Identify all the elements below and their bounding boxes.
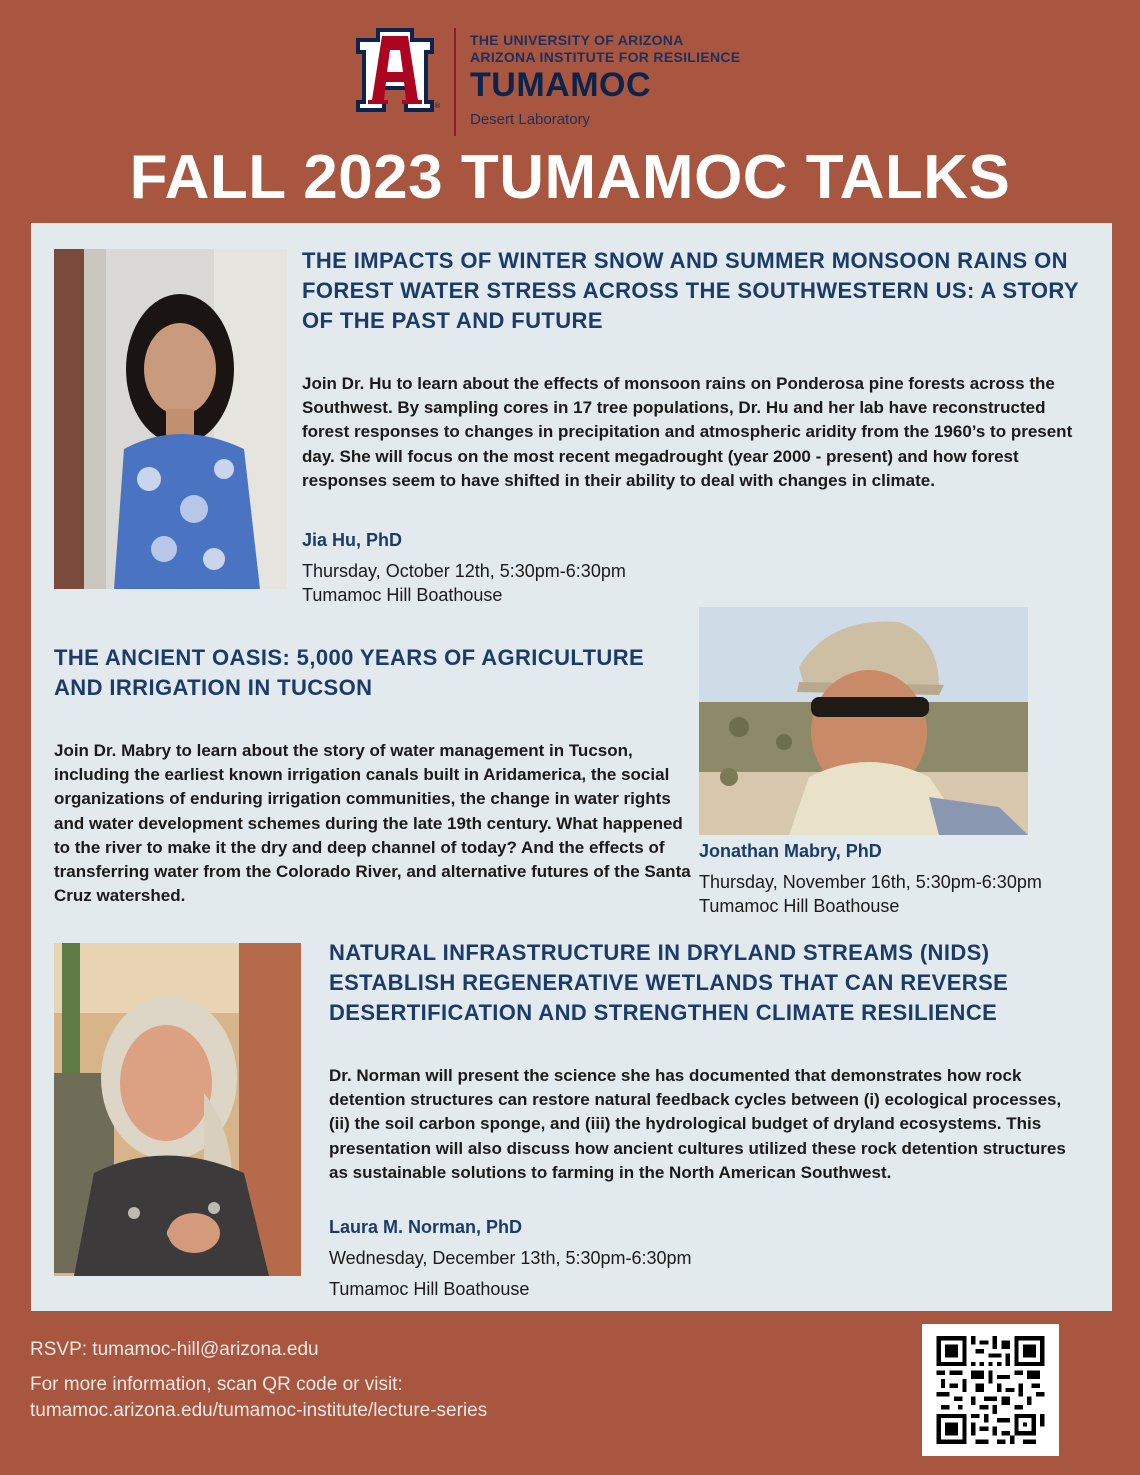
lecture-series-url[interactable]: tumamoc.arizona.edu/tumamoc-institute/lecture-series (30, 1400, 488, 1421)
logo-institute-name: ARIZONA INSTITUTE FOR RESILIENCE (470, 49, 741, 65)
svg-text:®: ® (434, 102, 441, 110)
logo-tumamoc: TUMAMOC (470, 66, 652, 104)
qr-code[interactable] (922, 1324, 1059, 1456)
talk-3-description: Dr. Norman will present the science she has documented that demonstrates how rock detention structures can restore natural feedback cycles between (i) ecological processes, (ii) the soil carbon sponge, and (iii) the hydrological budget of dryland ecosystems. This presentation will also discuss how ancient cultures utilized these rock detention structures as sustainable solutions to farming in the North American Southwest. (329, 1066, 1066, 1182)
logo-desert-laboratory: Desert Laboratory (470, 111, 591, 128)
talk-1-title: THE IMPACTS OF WINTER SNOW AND SUMMER MONSOON RAINS ON FOREST WATER STRESS ACROSS THE SOUTHWESTERN US: A STORY OF THE PAST AND FUTURE (302, 248, 1079, 333)
speaker-photo-jonathan-mabry (699, 607, 1028, 835)
rsvp-email[interactable]: RSVP: tumamoc-hill@arizona.edu (30, 1339, 319, 1360)
talk-2-title: THE ANCIENT OASIS: 5,000 YEARS OF AGRICULTURE AND IRRIGATION IN TUCSON (54, 645, 645, 700)
talk-1-location: Tumamoc Hill Boathouse (302, 585, 503, 605)
qr-code-icon (934, 1336, 1047, 1444)
talk-3-speaker: Laura M. Norman, PhD (329, 1217, 523, 1237)
logo-university-name: THE UNIVERSITY OF ARIZONA (470, 32, 684, 48)
talk-3-date: Wednesday, December 13th, 5:30pm-6:30pm (329, 1248, 692, 1268)
logo-wordmark (470, 32, 740, 130)
tumamoc-logo (352, 26, 772, 141)
talk-1-description: Join Dr. Hu to learn about the effects of monsoon rains on Ponderosa pine forests across the Southwest. By sampling cores in 17 tree populations, Dr. Hu and her lab have reconstructed forest responses to changes in precipitation and atmospheric aridity from the 1960’s to present day. She will focus on the most recent megadrought (year 2000 - present) and how forest responses seem to have shifted in their ability to deal with changes in climate. (302, 374, 1073, 490)
speaker-photo-jia-hu (54, 249, 287, 589)
talk-3-title: NATURAL INFRASTRUCTURE IN DRYLAND STREAMS (NIDS) ESTABLISH REGENERATIVE WETLANDS THAT CAN REVERSE DESERTIFICATION AND STRENGTHEN CLIMATE RESILIENCE (329, 940, 1009, 1025)
talk-2-location: Tumamoc Hill Boathouse (699, 896, 900, 916)
talk-2-date: Thursday, November 16th, 5:30pm-6:30pm (699, 872, 1042, 892)
logo-divider (454, 28, 456, 136)
talk-2-description: Join Dr. Mabry to learn about the story of water management in Tucson, including the earliest known irrigation canals built in Aridamerica, the social organizations of enduring irrigation communities, the change in water rights and water development schemes during the late 19th century. What happened to the river to make it the dry and deep channel of today? And the effects of transferring water from the Colorado River, and alternative futures of the Santa Cruz watershed. (54, 741, 691, 906)
talk-3-location: Tumamoc Hill Boathouse (329, 1279, 530, 1299)
page-title: FALL 2023 TUMAMOC TALKS (129, 143, 1011, 212)
university-of-arizona-a-logo (352, 28, 441, 112)
talk-1-speaker: Jia Hu, PhD (302, 530, 403, 550)
talk-1-date: Thursday, October 12th, 5:30pm-6:30pm (302, 561, 626, 581)
speaker-photo-laura-norman (54, 943, 301, 1276)
talk-2-speaker: Jonathan Mabry, PhD (699, 841, 882, 861)
more-info-text: For more information, scan QR code or visit: (30, 1374, 403, 1395)
talks-panel (31, 223, 1112, 1311)
